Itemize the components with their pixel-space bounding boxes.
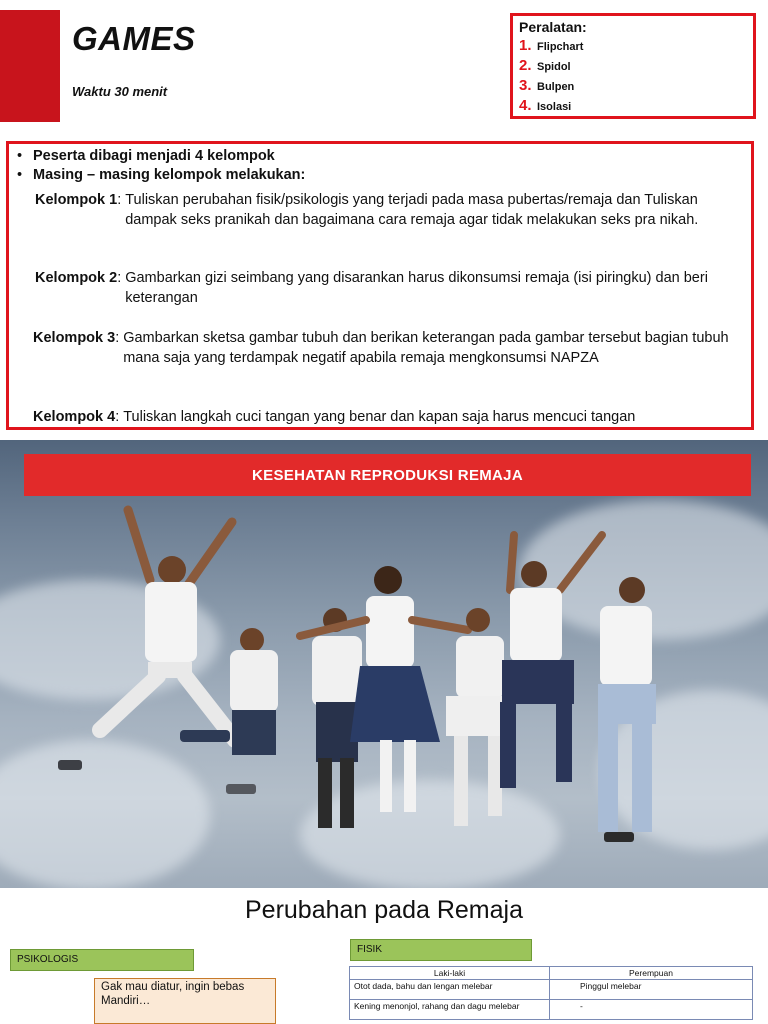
bullet-item [17,147,743,166]
red-accent-block [0,10,60,122]
equipment-box [510,13,756,119]
equipment-number: 1. [519,37,532,54]
equipment-label: Isolasi [537,101,572,113]
group-1 [35,190,747,230]
psikologis-tag: PSIKOLOGIS [10,949,194,971]
equipment-item [519,97,747,117]
equipment-label: Spidol [537,61,571,73]
group-task: Tuliskan perubahan fisik/psikologis yang terjadi pada masa pubertas/remaja dan Tuliskan dampak seks pranikah dan bagaimana cara remaja agar tidak melakukan seks pra nikah. [125,192,699,228]
slide-title: Perubahan pada Remaja [245,896,523,924]
table-cell: Pinggul melebar [550,980,753,1000]
equipment-number: 2. [519,57,532,74]
equipment-title: Peralatan: [519,19,587,35]
equipment-item [519,57,747,77]
slide-photo [0,440,768,888]
group-3 [33,328,745,368]
group-task: Gambarkan gizi seimbang yang disarankan harus dikonsumsi remaja (isi piringku) dan beri keterangan [125,270,708,306]
table-header-cell: Laki-laki [350,967,550,980]
table-header-cell: Perempuan [550,967,753,980]
fisik-table [349,966,753,1020]
table-row [350,980,753,1000]
duration-text: Waktu 30 menit [72,84,168,99]
group-name: Kelompok 1: [35,192,122,208]
group-name: Kelompok 4: [33,409,120,425]
bullet-text: Masing – masing kelompok melakukan: [33,167,306,183]
group-task: Gambarkan sketsa gambar tubuh dan berikan keterangan pada gambar tersebut bagian tubuh mana saja yang terdampak negatif apabila remaja mengkonsumsi NAPZA [123,330,729,366]
equipment-item [519,37,747,57]
table-cell: Kening menonjol, rahang dan dagu melebar [350,1000,550,1020]
student-figure [446,608,506,826]
slide-changes [0,888,768,1024]
table-row [350,1000,753,1020]
equipment-number: 4. [519,97,532,114]
slide-banner: KESEHATAN REPRODUKSI REMAJA [24,454,751,496]
equipment-label: Bulpen [537,81,575,93]
group-name: Kelompok 3: [33,330,120,346]
equipment-number: 3. [519,77,532,94]
student-figure [598,577,656,842]
fisik-tag: FISIK [350,939,532,961]
table-header-row [350,967,753,980]
student-figure [58,510,256,794]
bullet-dot-icon: • [17,167,23,183]
equipment-item [519,77,747,97]
slide-games [0,0,768,440]
slide-title: GAMES [72,20,196,57]
jumping-students-photo [0,440,768,888]
psikologis-line: Gak mau diatur, ingin bebas [101,981,245,993]
student-figure [500,535,602,788]
psikologis-line: Mandiri… [101,995,151,1007]
bullet-text: Peserta dibagi menjadi 4 kelompok [33,148,275,164]
bullet-item [17,166,743,185]
instructions-box [6,141,754,430]
group-2 [35,268,747,308]
bullet-dot-icon: • [17,148,23,164]
group-name: Kelompok 2: [35,270,122,286]
psikologis-note [94,978,276,1024]
table-cell: - [550,1000,753,1020]
group-task: Tuliskan langkah cuci tangan yang benar dan kapan saja harus mencuci tangan [123,409,636,425]
table-cell: Otot dada, bahu dan lengan melebar [350,980,550,1000]
equipment-label: Flipchart [537,41,584,53]
group-4 [33,407,745,427]
